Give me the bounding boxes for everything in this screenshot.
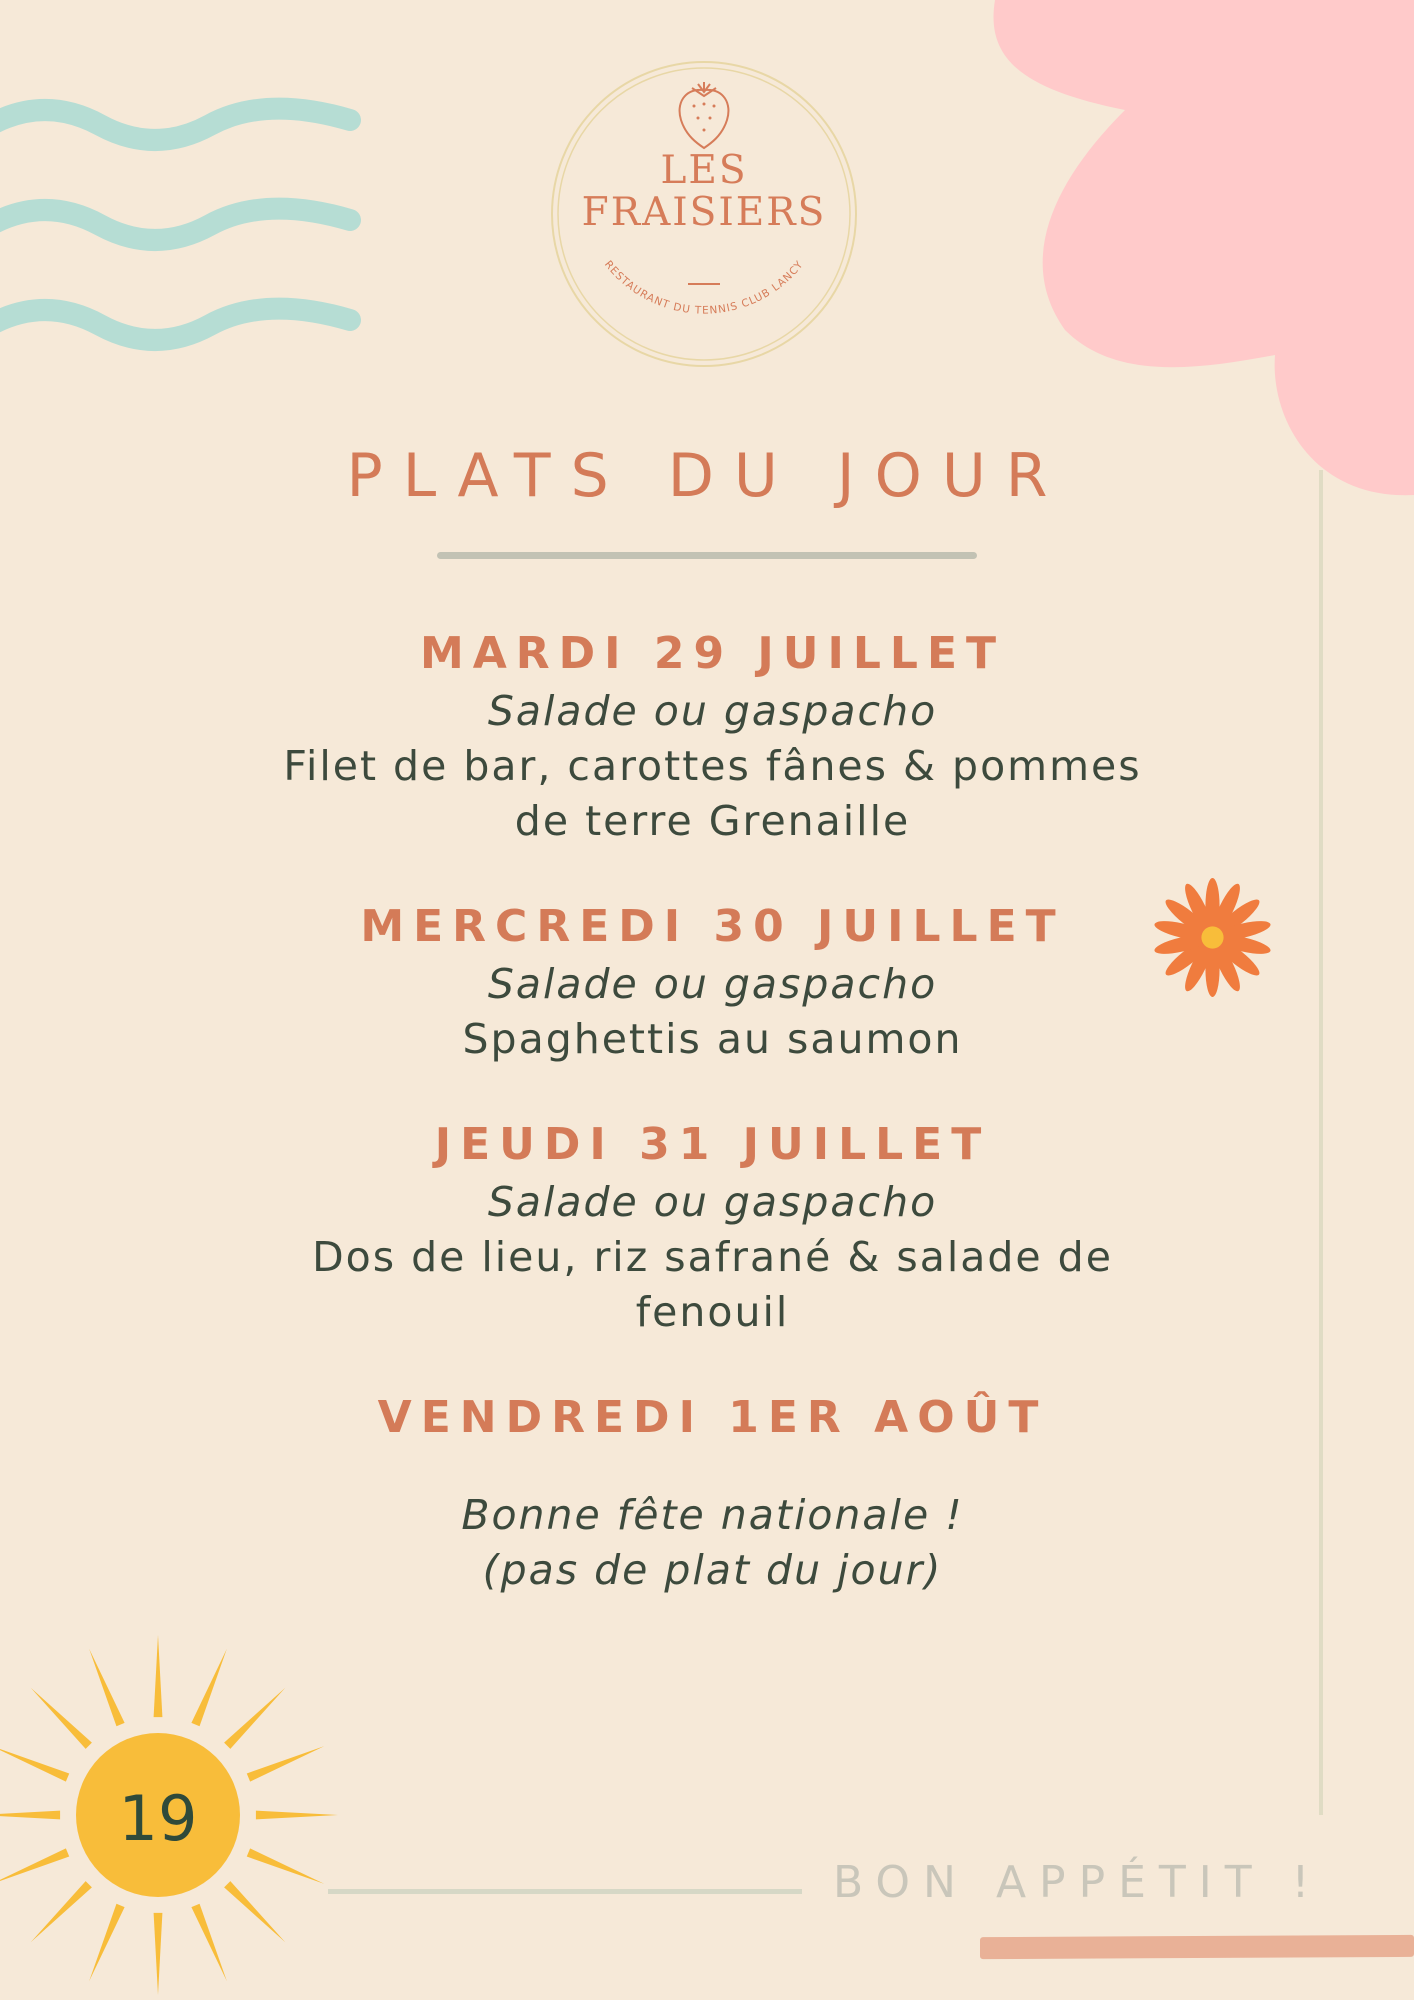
menu-list [230, 624, 1195, 1646]
day-starter: Salade ou gaspacho [487, 960, 938, 1008]
sun-ray [89, 1904, 124, 1982]
sun-ray [247, 1746, 325, 1781]
menu-day [230, 624, 1195, 849]
day-title: JEUDI 31 JUILLET [434, 1119, 991, 1170]
logo-wordmark [548, 150, 860, 234]
day-starter: Salade ou gaspacho [487, 687, 938, 735]
day-dish: Spaghettis au saumon [462, 1015, 963, 1063]
menu-day [230, 1115, 1195, 1340]
day-title: MERCREDI 30 JUILLET [360, 901, 1065, 952]
day-title: VENDREDI 1ER AOÛT [377, 1392, 1048, 1443]
menu-day [230, 1388, 1195, 1598]
day-dish: Filet de bar, carottes fânes & pommes de terre Grenaille [283, 742, 1142, 845]
sun-ray [256, 1811, 338, 1820]
day-note: (pas de plat du jour) [482, 1546, 943, 1594]
sun-ray [0, 1811, 60, 1820]
sun-ray [0, 1848, 69, 1883]
logo-tagline: RESTAURANT DU TENNIS CLUB LANCY [601, 258, 807, 317]
sun-ray [0, 1746, 69, 1781]
title-underline [437, 552, 977, 559]
logo-name-line2: FRAISIERS [581, 190, 827, 235]
sun-ray [154, 1635, 163, 1717]
orange-flower-icon [1150, 875, 1275, 1000]
page-title: PLATS DU JOUR [346, 441, 1068, 511]
strawberry-icon [680, 82, 729, 148]
day-note: Bonne fête nationale ! [461, 1491, 964, 1539]
sun-ray [191, 1649, 226, 1727]
sun-number: 19 [118, 1782, 198, 1855]
svg-text:RESTAURANT DU TENNIS CLUB LANC [602, 258, 806, 316]
sun-ray [89, 1649, 124, 1727]
sun-ray [154, 1913, 163, 1995]
footer-accent-bar [980, 1935, 1414, 1959]
day-dish: Dos de lieu, riz safrané & salade de fenouil [312, 1233, 1113, 1336]
footer-divider [328, 1889, 802, 1894]
menu-day [230, 897, 1195, 1067]
pink-flower-decoration [985, 0, 1414, 500]
logo-name-line1: LES [660, 148, 748, 193]
sun-ray [191, 1904, 226, 1982]
day-starter: Salade ou gaspacho [487, 1178, 938, 1226]
footer-message: BON APPÉTIT ! [833, 1857, 1323, 1908]
waves-decoration [0, 95, 370, 395]
sun-ray [247, 1848, 325, 1883]
vertical-divider [1319, 470, 1323, 1815]
day-title: MARDI 29 JUILLET [419, 628, 1006, 679]
